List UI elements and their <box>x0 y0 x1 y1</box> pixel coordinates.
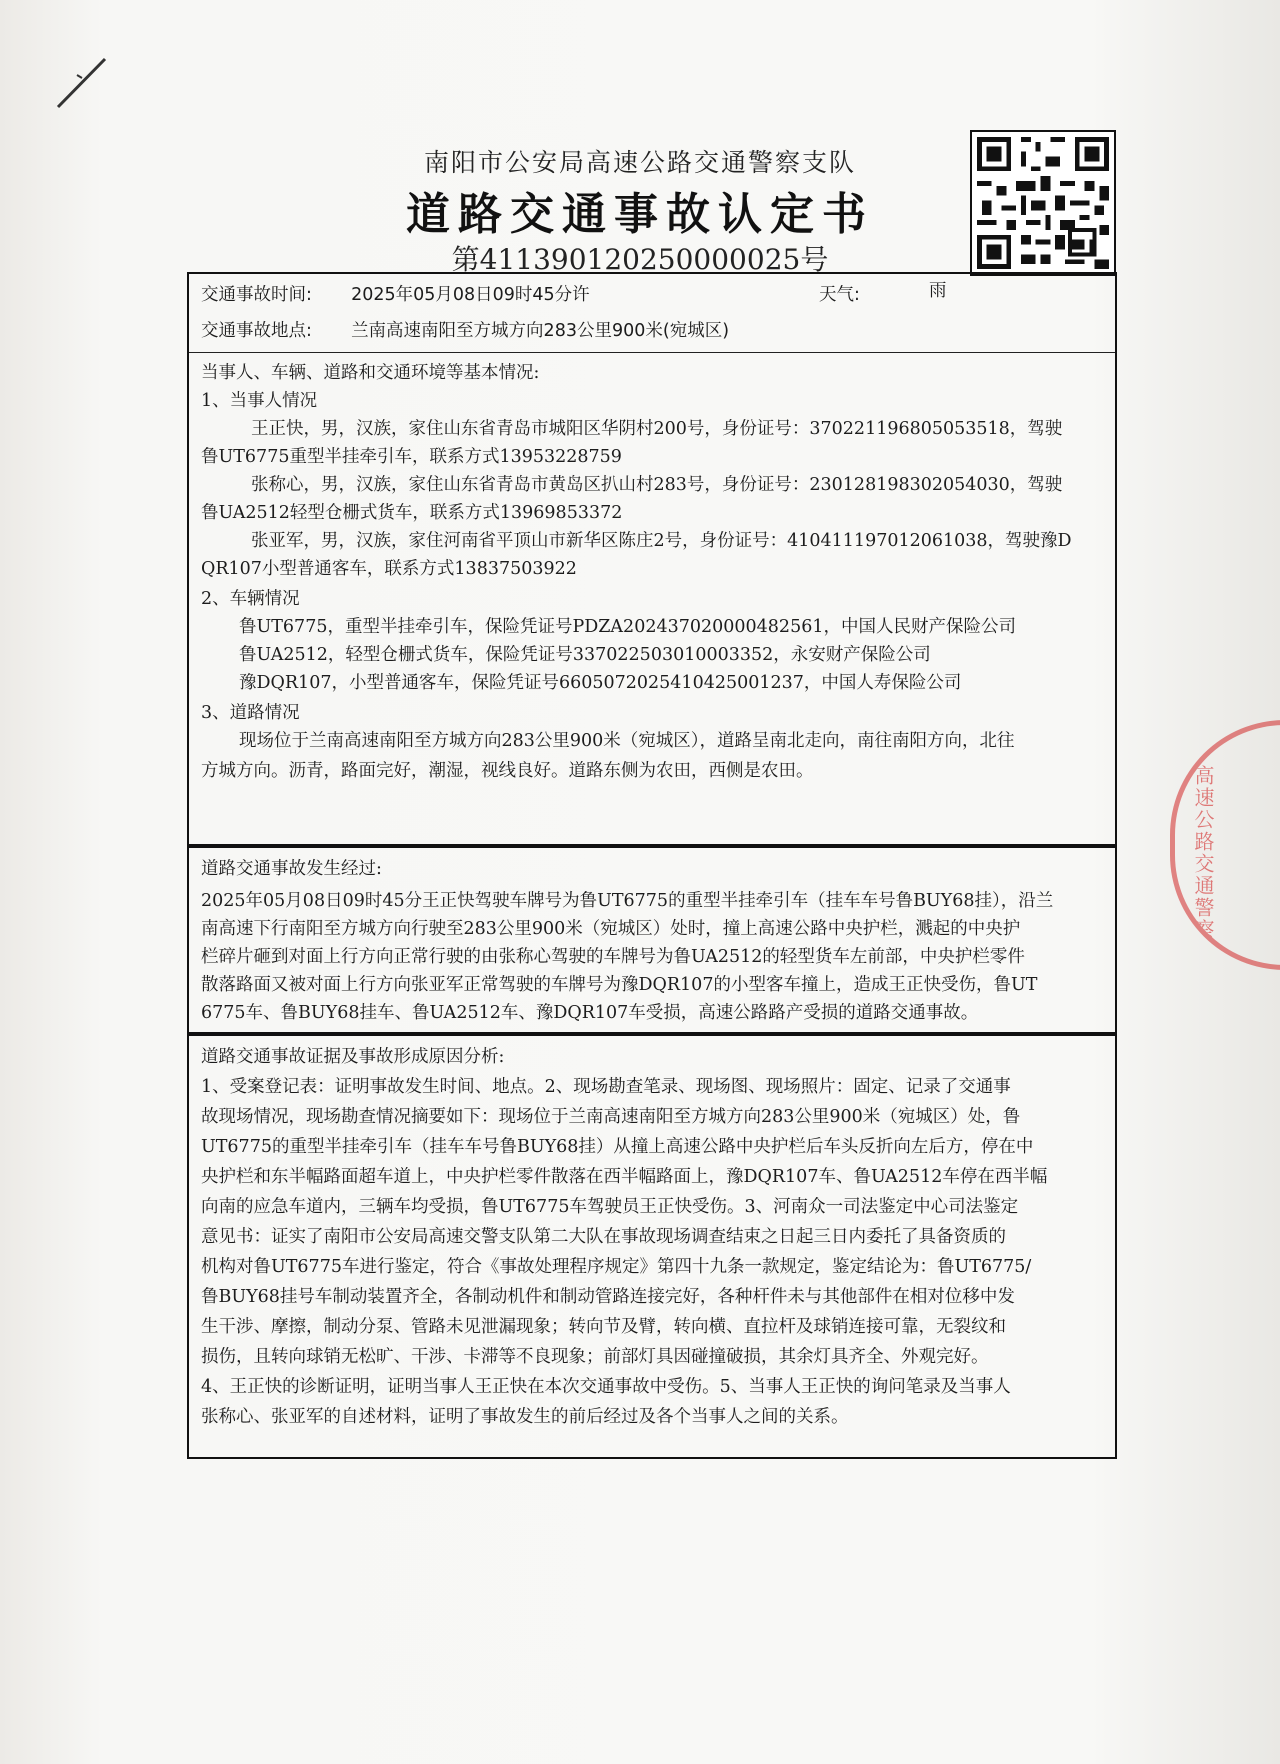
document-title: 道路交通事故认定书 <box>406 189 874 240</box>
analysis-heading: 道路交通事故证据及事故形成原因分析: <box>201 1047 505 1067</box>
party-line: 张亚军，男，汉族，家住河南省平顶山市新华区陈庄2号，身份证号：410411197012061038，驾驶豫D <box>251 531 1072 551</box>
party-line: 王正快，男，汉族，家住山东省青岛市城阳区华阴村200号，身份证号：370221196805053518，驾驶 <box>251 419 1063 439</box>
analysis-line: 向南的应急车道内，三辆车均受损，鲁UT6775车驾驶员王正快受伤。3、河南众一司法鉴定中心司法鉴定 <box>201 1197 1019 1217</box>
process-line: 栏碎片砸到对面上行方向正常行驶的由张称心驾驶的车牌号为鲁UA2512的轻型货车左前部，中央护栏零件 <box>201 947 1025 967</box>
analysis-line: 机构对鲁UT6775车进行鉴定，符合《事故处理程序规定》第四十九条一款规定，鉴定结论为：鲁UT6775/ <box>201 1257 1032 1277</box>
accident-time-value: 2025年05月08日09时45分许 <box>351 285 590 305</box>
vehicle-line: 鲁UT6775，重型半挂牵引车，保险凭证号PDZA202437020000482561，中国人民财产保险公司 <box>239 617 1016 637</box>
process-line: 6775车、鲁BUY68挂车、鲁UA2512车、豫DQR107车受损，高速公路路产受损的道路交通事故。 <box>201 1003 979 1023</box>
analysis-line: 1、受案登记表：证明事故发生时间、地点。2、现场勘查笔录、现场图、现场照片：固定、记录了交通事 <box>201 1077 1011 1097</box>
document-number: 第411390120250000025号 <box>451 243 829 276</box>
parties-heading: 1、当事人情况 <box>201 391 318 411</box>
process-heading: 道路交通事故发生经过: <box>201 859 382 879</box>
weather-label: 天气: <box>819 285 860 305</box>
party-line: 鲁UT6775重型半挂牵引车，联系方式13953228759 <box>201 447 622 467</box>
divider <box>189 352 1115 353</box>
process-line: 2025年05月08日09时45分王正快驾驶车牌号为鲁UT6775的重型半挂牵引车（挂车车号鲁BUY68挂），沿兰 <box>201 891 1054 911</box>
vehicle-line: 豫DQR107，小型普通客车，保险凭证号660507202541042500123​7，中国人寿保险公司 <box>239 673 962 693</box>
analysis-line: 故现场情况，现场勘查情况摘要如下：现场位于兰南高速南阳至方城方向283公里900米（宛城区）处，鲁 <box>201 1107 1021 1127</box>
basic-info-section <box>187 272 1117 846</box>
party-line: 张称心，男，汉族，家住山东省青岛市黄岛区扒山村283号，身份证号：230128198302054030，驾驶 <box>251 475 1063 495</box>
seal-text: 高速公路交通警察 <box>1191 765 1215 941</box>
vehicles-heading: 2、车辆情况 <box>201 589 300 609</box>
accident-process-section <box>187 846 1117 1034</box>
evidence-analysis-section <box>187 1034 1117 1459</box>
analysis-line: 意见书：证实了南阳市公安局高速交警支队第二大队在事故现场调查结束之日起三日内委托了具备资质的 <box>201 1227 1006 1247</box>
analysis-line: 4、王正快的诊断证明，证明当事人王正快在本次交通事故中受伤。5、当事人王正快的询问笔录及当事人 <box>201 1377 1011 1397</box>
accident-location-value: 兰南高速南阳至方城方向283公里900米(宛城区) <box>351 321 730 341</box>
process-line: 南高速下行南阳至方城方向行驶至283公里900米（宛城区）处时，撞上高速公路中央护栏，溅起的中央护 <box>201 919 1021 939</box>
analysis-line: 损伤，且转向球销无松旷、干涉、卡滞等不良现象；前部灯具因碰撞破损，其余灯具齐全、外观完好。 <box>201 1347 989 1367</box>
analysis-line: UT6775的重型半挂牵引车（挂车车号鲁BUY68挂）从撞上高速公路中央护栏后车头反折向左后方，停在中 <box>201 1137 1034 1157</box>
vehicle-line: 鲁UA2512，轻型仓栅式货车，保险凭证号337022503010003352，永安财产保险公司 <box>239 645 931 665</box>
party-line: QR107小型普通客车，联系方式13837503922 <box>201 559 577 579</box>
analysis-line: 鲁BUY68挂号车制动装置齐全，各制动机件和制动管路连接完好，各种杆件未与其他部件在相对位移中发 <box>201 1287 1015 1307</box>
road-heading: 3、道路情况 <box>201 703 300 723</box>
party-line: 鲁UA2512轻型仓栅式货车，联系方式13969853372 <box>201 503 623 523</box>
road-line: 方城方向。沥青，路面完好，潮湿，视线良好。道路东侧为农田，西侧是农田。 <box>201 761 814 781</box>
qr-code-icon <box>970 130 1116 276</box>
road-line: 现场位于兰南高速南阳至方城方向283公里900米（宛城区），道路呈南北走向，南往南阳方向，北往 <box>239 731 1015 751</box>
analysis-line: 央护栏和东半幅路面超车道上，中央护栏零件散落在西半幅路面上，豫DQR107车、鲁UA2512车停在西半幅 <box>201 1167 1048 1187</box>
pen-mark-icon <box>50 55 120 115</box>
analysis-line: 张称心、张亚军的自述材料，证明了事故发生的前后经过及各个当事人之间的关系。 <box>201 1407 849 1427</box>
analysis-line: 生干涉、摩擦，制动分泵、管路未见泄漏现象；转向节及臂，转向横、直拉杆及球销连接可靠，无裂纹和 <box>201 1317 1006 1337</box>
process-line: 散落路面又被对面上行方向张亚军正常驾驶的车牌号为豫DQR107的小型客车撞上，造成王正快受伤，鲁UT <box>201 975 1038 995</box>
accident-time-label: 交通事故时间: <box>201 285 312 305</box>
department-name: 南阳市公安局高速公路交通警察支队 <box>423 148 856 177</box>
accident-location-label: 交通事故地点: <box>201 321 312 341</box>
weather-value: 雨 <box>929 281 947 301</box>
basics-heading: 当事人、车辆、道路和交通环境等基本情况: <box>201 363 540 383</box>
